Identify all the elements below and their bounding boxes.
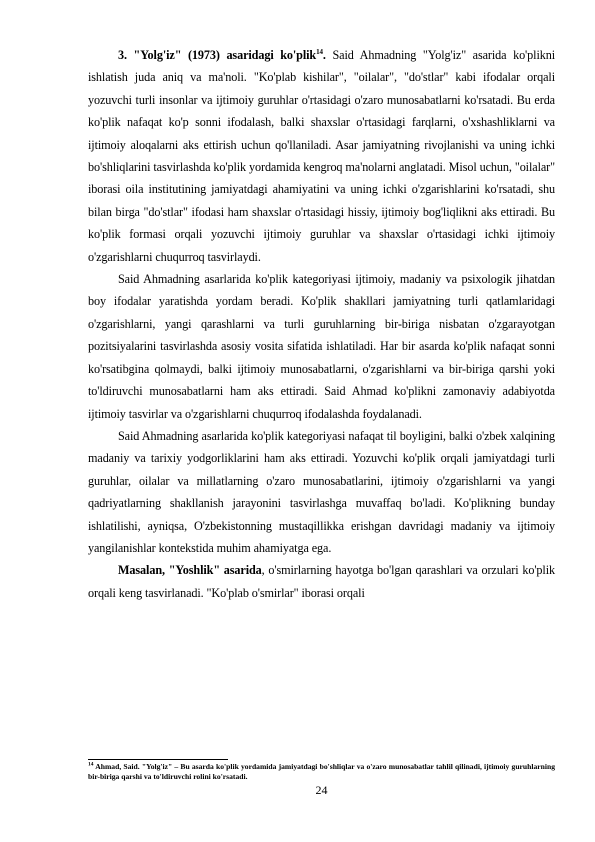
footnote-reference[interactable]: 14 bbox=[316, 47, 323, 56]
body-text bbox=[88, 44, 555, 604]
example-lead: Masalan, "Yoshlik" asarida bbox=[118, 563, 262, 578]
section-heading bbox=[118, 48, 326, 62]
page-number: 24 bbox=[315, 783, 328, 797]
section-heading-end: . bbox=[322, 48, 326, 62]
footnote-divider bbox=[88, 759, 228, 760]
paragraph-4-text: , o'smirlarning hayotga bo'lgan qarashlari va orzulari ko'plik orqali keng tasvirlanadi. "Ko'plab o'smirlar" iborasi orqali bbox=[88, 563, 555, 600]
paragraph-3: Said Ahmadning asarlarida ko'plik kategoriyasi nafaqat til boyligini, balki o'zbek xalqining madaniy va tarixiy yodgorliklarini ham aks ettiradi. Yozuvchi ko'plik orqali jamiyatdagi turli guruhlar, oilalar va millatlarning o'zaro munosabatlarini, ijtimoiy o'zgarishlarni va yangi qadriyatlarning shakllanish jarayonini tasvirlashga muvaffaq bo'ladi. Ko'plikning bunday ishlatilishi, ayniqsa, O'zbekistonning mustaqillikka erishgan davridagi madaniy va ijtimoiy yangilanishlar kontekstida muhim ahamiyatga ega. bbox=[88, 428, 555, 555]
footnote bbox=[88, 762, 555, 783]
section-heading-text: 3. "Yolg'iz" (1973) asaridagi ko'plik bbox=[118, 48, 317, 62]
paragraph-1 bbox=[88, 44, 555, 268]
paragraph-1-text: Said Ahmadning "Yolg'iz" asarida ko'plikni ishlatish juda aniq va ma'noli. "Ko'plab kishilar", "oilalar", "do'stlar" kabi ifodalar orqali yozuvchi turli insonlar va ijtimoiy guruhlar o'rtasidagi o'zaro munosabatlarni ko'rsatadi. Bu erda ko'plik nafaqat ko'p sonni ifodalash, balki shaxslar o'rtasidagi farqlarni, o'xshashliklarni va ijtimoiy aloqalarni aks ettirish uchun qo'llaniladi. Asar jamiyatning rivojlanishi va uning ichki bo'shliqlarini tasvirlashda ko'plik yordamida kengroq ma'nolarni anglatadi. Misol uchun, "oilalar" iborasi oila institutining jamiyatdagi ahamiyatini va uning ichki o'zgarishlarini ko'rsatadi, shu bilan birga "do'stlar" ifodasi ham shaxslar o'rtasidagi hissiy, ijtimoiy bog'liqlikni aks ettiradi. Bu ko'plik formasi orqali yozuvchi ijtimoiy guruhlar va shaxslar o'rtasidagi ichki ijtimoiy o'zgarishlarni chuqurroq tasvirlaydi. bbox=[88, 48, 555, 264]
footnote-number: 14 bbox=[88, 761, 94, 768]
footnote-text: Ahmad, Said. "Yolg'iz" – Bu asarda ko'plik yordamida jamiyatdagi bo'shliqlar va o'zaro munosabatlar tahlil qilinadi, ijtimoiy guruhlarning bir-biriga qarshi va to'ldiruvchi rolini ko'rsatadi. bbox=[88, 762, 555, 782]
paragraph-2: Said Ahmadning asarlarida ko'plik kategoriyasi ijtimoiy, madaniy va psixologik jihatdan boy ifodalar yaratishda yordam beradi. Ko'plik shakllari jamiyatning turli qatlamlaridagi o'zgarishlarni, yangi qarashlarni va turli guruhlarning bir-biriga nisbatan o'zgarayotgan pozitsiyalarini tasvirlashda asosiy vosita sifatida ishlatiladi. Har bir asarda ko'plik nafaqat sonni ko'rsatibgina qolmaydi, balki ijtimoiy munosabatlarni, o'zgarishlarni va bir-biriga qarshi yoki to'ldiruvchi munosabatlarni ham aks ettiradi. Said Ahmad ko'plikni zamonaviy adabiyotda ijtimoiy tasvirlar va o'zgarishlarni chuqurroq ifodalashda foydalanadi. bbox=[88, 272, 555, 421]
paragraph-4 bbox=[88, 559, 555, 604]
